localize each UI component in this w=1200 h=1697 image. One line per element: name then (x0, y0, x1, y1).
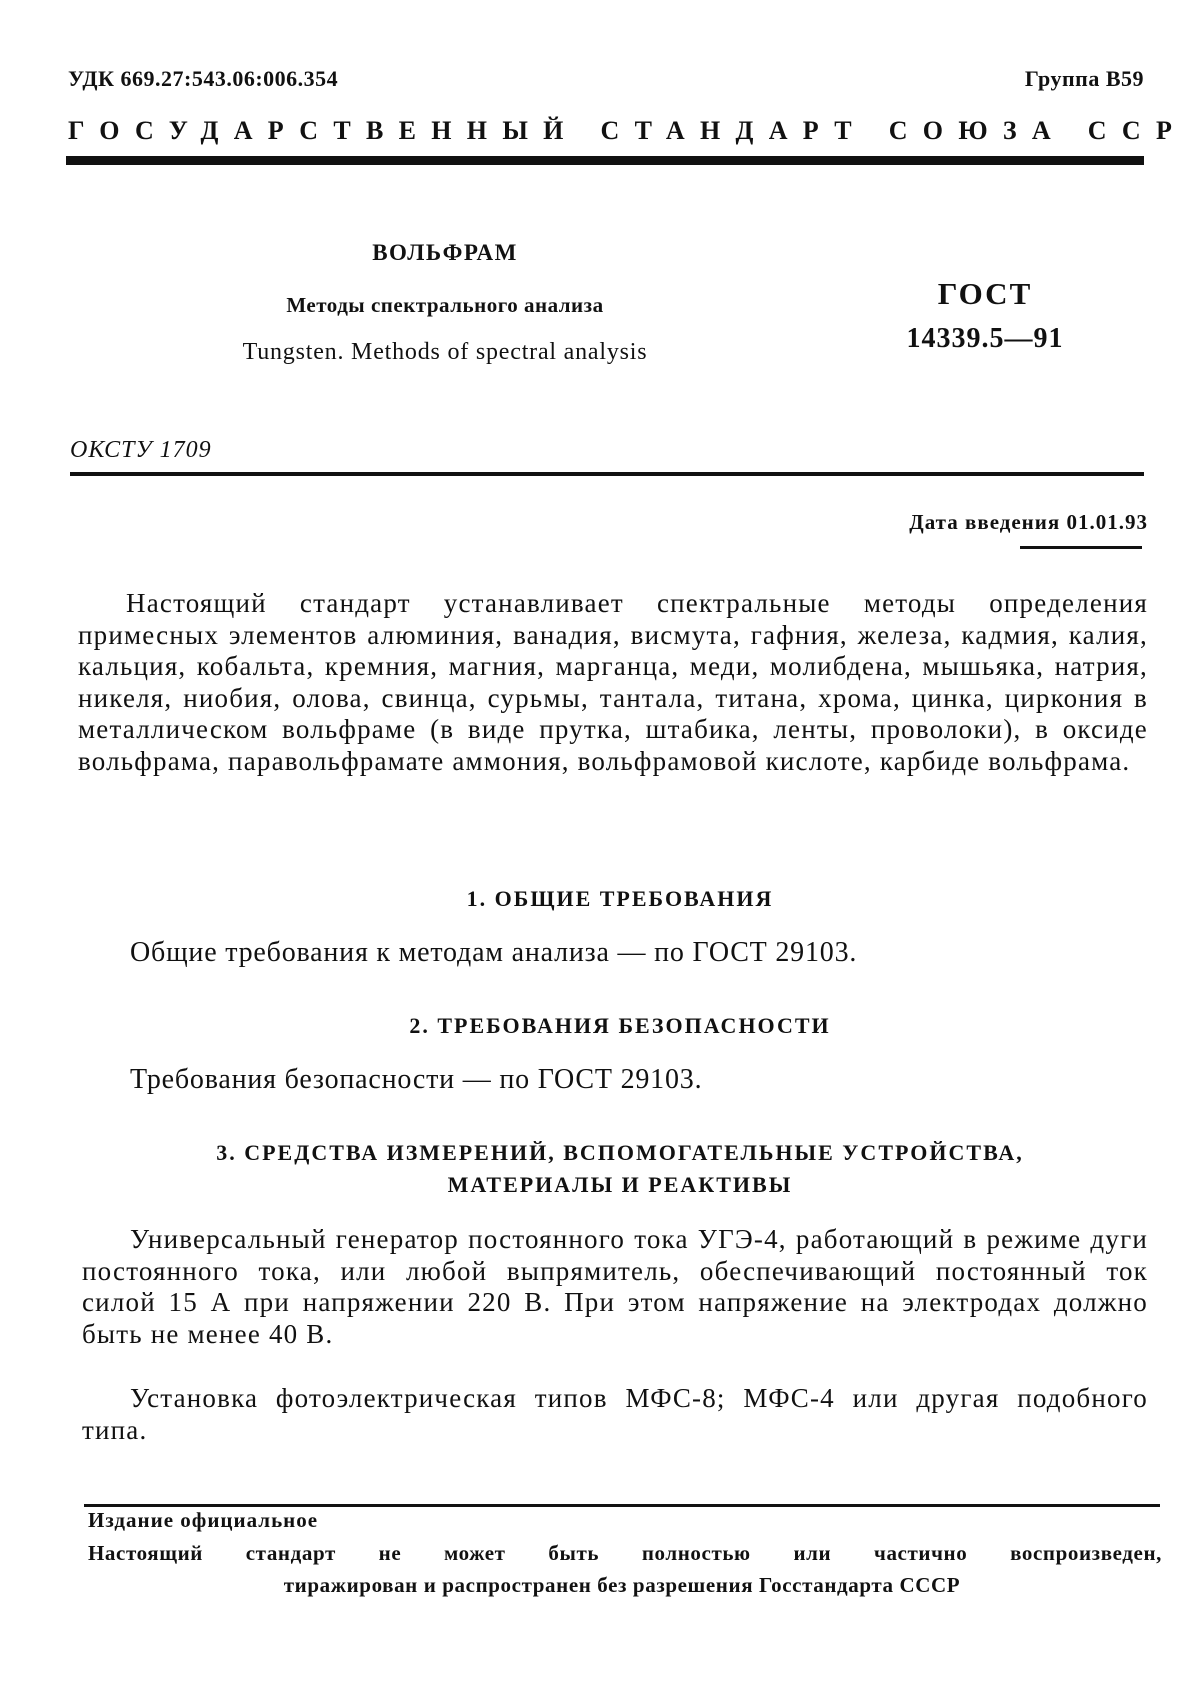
section-3-paragraph-2: Установка фотоэлектрическая типов МФС-8; МФС-4 или другая подобного типа. (82, 1383, 1148, 1445)
section-3-heading-line2: МАТЕРИАЛЫ И РЕАКТИВЫ (447, 1172, 793, 1197)
gost-number: 14339.5—91 (906, 323, 1064, 354)
title-rule (70, 472, 1144, 476)
section-3-paragraph-1: Универсальный генератор постоянного тока УГЭ-4, работающий в режиме дуги постоянного тока, или любой выпрямитель, обеспечивающий постоянный ток силой 15 А при напряжении 220 В. При этом напряжение на электродах должно быть не менее 40 В. (82, 1224, 1148, 1349)
okstu-code: ОКСТУ 1709 (70, 437, 212, 463)
group-code: Группа В59 (1024, 66, 1144, 91)
scope-paragraph: Настоящий стандарт устанавливает спектральные методы определения примесных элементов алюминия, ванадия, висмута, гафния, железа, кадмия, калия, кальция, кобальта, кремния, магния, марганца, меди, молибдена, мышьяка, натрия, никеля, ниобия, олова, свинца, сурьмы, тантала, титана, хрома, цинка, циркония в металлическом вольфраме (в виде прутка, штабика, ленты, проволоки), в оксиде вольфрама, паравольфрамате аммония, вольфрамовой кислоте, карбиде вольфрама. (78, 588, 1148, 776)
header-rule (66, 156, 1144, 165)
udk-code: УДК 669.27:543.06:006.354 (68, 66, 339, 91)
section-3-heading-line1: 3. СРЕДСТВА ИЗМЕРЕНИЙ, ВСПОМОГАТЕЛЬНЫЕ УСТРОЙСТВА, (216, 1140, 1024, 1165)
official-edition-label: Издание официальное (88, 1508, 319, 1532)
section-1-heading: 1. ОБЩИЕ ТРЕБОВАНИЯ (466, 886, 774, 911)
copyright-notice-line1: Настоящий стандарт не может быть полностью или частично воспроизведен, (88, 1541, 1162, 1565)
section-1-text: Общие требования к методам анализа — по ГОСТ 29103. (130, 937, 858, 968)
state-standard-banner: ГОСУДАРСТВЕННЫЙ СТАНДАРТ СОЮЗА ССР (68, 116, 1188, 145)
gost-label: ГОСТ (937, 276, 1033, 311)
document-subtitle: Методы спектрального анализа (286, 293, 604, 317)
document-title: ВОЛЬФРАМ (372, 240, 518, 265)
footer-rule (84, 1504, 1160, 1507)
section-2-text: Требования безопасности — по ГОСТ 29103. (130, 1064, 703, 1095)
date-underline (1020, 546, 1142, 549)
intro-date: Дата введения 01.01.93 (909, 510, 1148, 534)
document-title-english: Tungsten. Methods of spectral analysis (242, 339, 648, 365)
copyright-notice-line2: тиражирован и распространен без разрешения Госстандарта СССР (283, 1573, 961, 1597)
section-2-heading: 2. ТРЕБОВАНИЯ БЕЗОПАСНОСТИ (409, 1013, 831, 1038)
